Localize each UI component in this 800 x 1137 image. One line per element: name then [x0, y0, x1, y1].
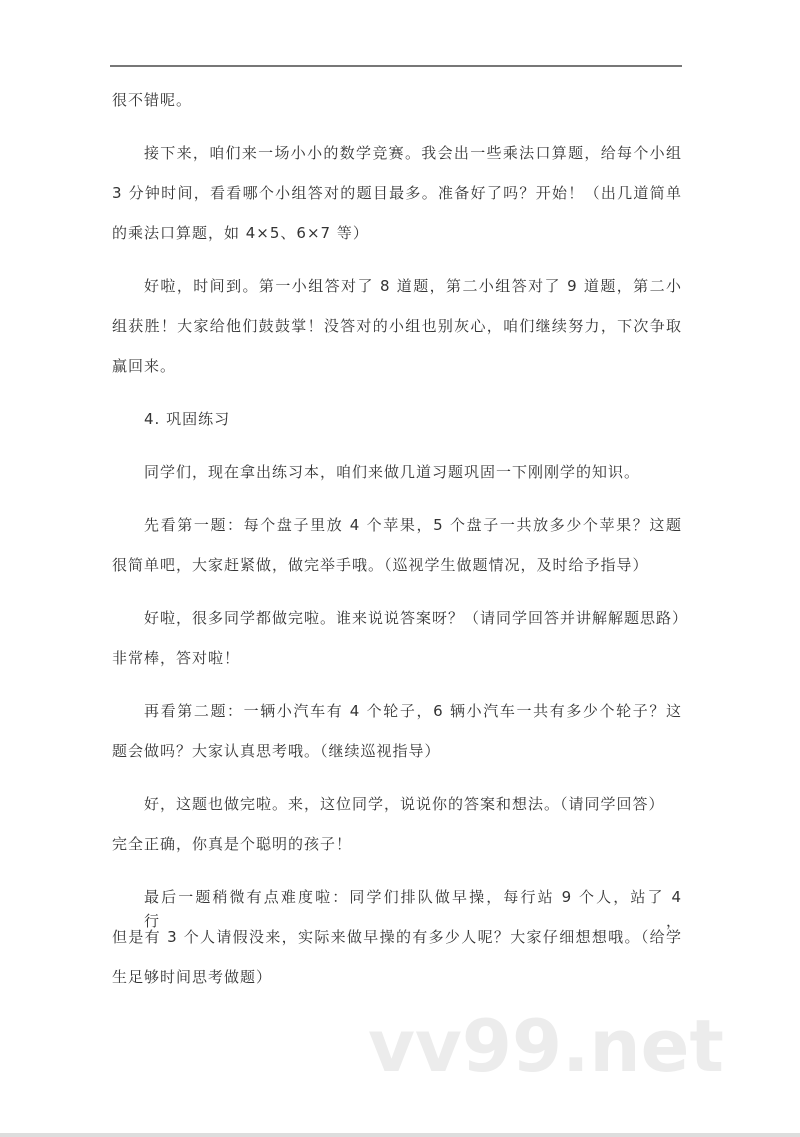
text-line: 但是有 3 个人请假没来，实际来做早操的有多少人呢？大家仔细想想哦。（给学 [112, 928, 682, 946]
text-line: 生足够时间思考做题） [112, 968, 273, 986]
watermark: vv99.net [368, 1004, 724, 1088]
text-line: 的乘法口算题，如 4×5、6×7 等） [112, 224, 369, 242]
text-line: 先看第一题：每个盘子里放 4 个苹果，5 个盘子一共放多少个苹果？这题 [144, 516, 682, 534]
text-line: 非常棒，答对啦！ [112, 649, 241, 667]
text-line: 题会做吗？大家认真思考哦。（继续巡视指导） [112, 742, 441, 760]
paragraph [112, 274, 682, 394]
text-line: 很不错呢。 [112, 91, 193, 109]
text-line: 好啦，很多同学都做完啦。谁来说说答案呀？（请同学回答并讲解解题思路） [144, 609, 689, 627]
paragraph [112, 141, 682, 261]
text-line: 再看第二题：一辆小汽车有 4 个轮子，6 辆小汽车一共有多少个轮子？这 [144, 702, 682, 720]
text-line: 好啦，时间到。第一小组答对了 8 道题，第二小组答对了 9 道题，第二小 [144, 277, 682, 295]
document-body [112, 88, 689, 1018]
paragraph [112, 460, 682, 500]
text-line: 赢回来。 [112, 357, 177, 375]
text-line: 完全正确，你真是个聪明的孩子！ [112, 835, 353, 853]
paragraph [112, 88, 682, 128]
text-line: 3 分钟时间，看看哪个小组答对的题目最多。准备好了吗？开始！（出几道简单 [112, 184, 682, 202]
paragraph [112, 699, 682, 779]
section-heading: 4. 巩固练习 [144, 410, 231, 428]
text-line: 最后一题稍微有点难度啦：同学们排队做早操，每行站 9 个人，站了 4 行， [144, 888, 682, 930]
page-bottom-edge [0, 1133, 800, 1137]
header-rule [110, 65, 682, 67]
text-line: 同学们，现在拿出练习本，咱们来做几道习题巩固一下刚刚学的知识。 [144, 463, 641, 481]
paragraph [112, 792, 682, 872]
text-line: 很简单吧，大家赶紧做，做完举手哦。（巡视学生做题情况，及时给予指导） [112, 556, 649, 574]
text-line: 接下来，咱们来一场小小的数学竞赛。我会出一些乘法口算题，给每个小组 [144, 144, 682, 162]
paragraph [112, 513, 682, 593]
text-line: 好，这题也做完啦。来，这位同学，说说你的答案和想法。（请同学回答） [144, 795, 665, 813]
text-line: 组获胜！大家给他们鼓鼓掌！没答对的小组也别灰心，咱们继续努力，下次争取 [112, 317, 682, 335]
paragraph [112, 606, 689, 686]
paragraph [112, 885, 682, 1005]
